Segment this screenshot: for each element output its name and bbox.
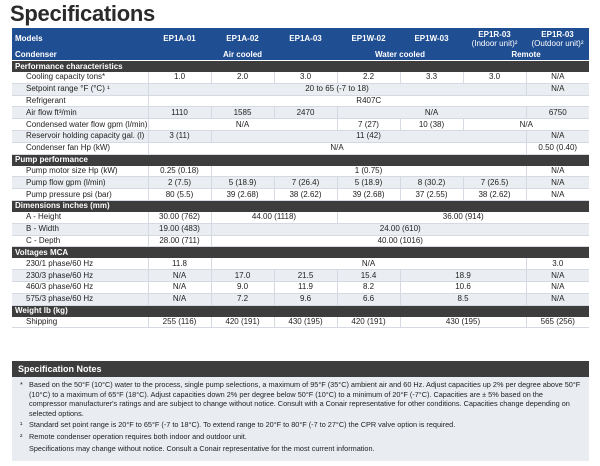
table-cell: 0.50 (0.40) xyxy=(526,142,589,154)
row-label: Shipping xyxy=(12,317,148,328)
table-cell: 0.25 (0.18) xyxy=(148,166,211,177)
table-cell: 430 (195) xyxy=(274,317,337,328)
table-cell: N/A xyxy=(526,177,589,189)
table-cell: 18.9 xyxy=(400,270,526,282)
table-cell: 7 (27) xyxy=(337,119,400,131)
table-cell: 8.5 xyxy=(400,293,526,305)
table-cell: 3.3 xyxy=(400,72,463,83)
row-label: Condenser fan Hp (kW) xyxy=(12,142,148,154)
table-cell: 30.00 (762) xyxy=(148,212,211,223)
table-cell: 3.0 xyxy=(526,258,589,269)
section-header xyxy=(12,247,589,259)
table-cell: 7.2 xyxy=(211,293,274,305)
row-label: C - Depth xyxy=(12,235,148,247)
table-cell: N/A xyxy=(148,119,337,131)
section-title: Dimensions inches (mm) xyxy=(12,200,589,212)
section-header xyxy=(12,61,589,73)
table-row xyxy=(12,317,589,328)
table-cell: 3.0 xyxy=(463,72,526,83)
table-cell: N/A xyxy=(148,281,211,293)
table-cell: N/A xyxy=(526,281,589,293)
table-cell: 2470 xyxy=(274,107,337,119)
table-row xyxy=(12,95,589,107)
notes-body xyxy=(12,377,589,453)
table-cell: 2.2 xyxy=(337,72,400,83)
table-cell: 19.00 (483) xyxy=(148,223,211,235)
table-row xyxy=(12,189,589,201)
table-row xyxy=(12,235,589,247)
table-cell: 38 (2.62) xyxy=(274,189,337,201)
table-cell: 10.6 xyxy=(400,281,526,293)
model-header: EP1W-03 xyxy=(400,28,463,49)
table-cell: N/A xyxy=(148,270,211,282)
table-cell: 5 (18.9) xyxy=(211,177,274,189)
table-cell: 11.9 xyxy=(274,281,337,293)
notes-title: Specification Notes xyxy=(12,361,589,377)
table-cell: 40.00 (1016) xyxy=(211,235,589,247)
condenser-remote: Remote xyxy=(463,49,589,61)
table-cell: 2.0 xyxy=(211,72,274,83)
table-cell: 28.00 (711) xyxy=(148,235,211,247)
row-label: 230/3 phase/60 Hz xyxy=(12,270,148,282)
table-row xyxy=(12,83,589,95)
table-cell: 24.00 (610) xyxy=(211,223,589,235)
table-cell: 21.5 xyxy=(274,270,337,282)
row-label: Air flow ft³/min xyxy=(12,107,148,119)
table-cell: 37 (2.55) xyxy=(400,189,463,201)
table-cell: 17.0 xyxy=(211,270,274,282)
table-row xyxy=(12,142,589,154)
row-label: Cooling capacity tons* xyxy=(12,72,148,83)
models-label: Models xyxy=(12,28,148,49)
table-cell: 44.00 (1118) xyxy=(211,212,337,223)
table-cell: 3 (11) xyxy=(148,130,211,142)
model-header: EP1R-03 (Outdoor unit)² xyxy=(526,28,589,49)
table-cell: 2 (7.5) xyxy=(148,177,211,189)
table-row xyxy=(12,107,589,119)
condenser-label: Condenser xyxy=(12,49,148,61)
row-label: Condensed water flow gpm (l/min) xyxy=(12,119,148,131)
row-label: Pump motor size Hp (kW) xyxy=(12,166,148,177)
note-text: Remote condenser operation requires both indoor and outdoor unit. xyxy=(29,431,247,441)
table-cell: 80 (5.5) xyxy=(148,189,211,201)
table-cell: 565 (256) xyxy=(526,317,589,328)
model-header: EP1A-03 xyxy=(274,28,337,49)
table-cell: N/A xyxy=(526,166,589,177)
table-cell: 20 to 65 (-7 to 18) xyxy=(148,83,526,95)
table-cell: 9.6 xyxy=(274,293,337,305)
note-item xyxy=(20,432,581,442)
table-row xyxy=(12,270,589,282)
note-marker: ² xyxy=(20,431,23,441)
note-text: Based on the 50°F (10°C) water to the process, single pump selections, a maximum of 95°F (35°C) ambient air and 60 Hz. Adjust capacities up 2% per degree above 50°F (10°C) to a maximum of 65°F (18°C). Adjust capacities down 2% per degree below 50°F (10°C) to a minimum of 20°F (-7°C). Capacities are ± 5% based on the compressor manufacturer's ratings and are subject to change without notice. Consult with a Conair representative for other conditions. Capacities change depending on selected options. xyxy=(29,380,581,418)
table-cell: N/A xyxy=(526,130,589,142)
table-cell: 39 (2.68) xyxy=(211,189,274,201)
table-cell: N/A xyxy=(526,189,589,201)
model-header: EP1A-02 xyxy=(211,28,274,49)
table-cell: 6.6 xyxy=(337,293,400,305)
row-label: A - Height xyxy=(12,212,148,223)
condenser-water-cooled: Water cooled xyxy=(337,49,463,61)
section-title: Pump performance xyxy=(12,154,589,166)
models-header-row xyxy=(12,28,589,49)
table-cell: 10 (38) xyxy=(400,119,463,131)
table-cell: 1585 xyxy=(211,107,274,119)
note-item xyxy=(20,444,581,454)
table-cell: N/A xyxy=(526,293,589,305)
table-cell: 8 (30.2) xyxy=(400,177,463,189)
table-row xyxy=(12,119,589,131)
table-cell: N/A xyxy=(463,119,589,131)
table-cell: 255 (116) xyxy=(148,317,211,328)
table-cell: 420 (191) xyxy=(337,317,400,328)
table-cell: 1.0 xyxy=(148,72,211,83)
table-row xyxy=(12,166,589,177)
model-header: EP1A-01 xyxy=(148,28,211,49)
table-cell: 5 (18.9) xyxy=(337,177,400,189)
specifications-table xyxy=(12,28,589,328)
table-cell: 3.0 xyxy=(274,72,337,83)
table-cell: N/A xyxy=(148,293,211,305)
table-row xyxy=(12,72,589,83)
table-cell: N/A xyxy=(526,72,589,83)
table-cell: 38 (2.62) xyxy=(463,189,526,201)
note-marker: ¹ xyxy=(20,420,23,430)
table-row xyxy=(12,212,589,223)
note-item xyxy=(20,420,581,430)
section-header xyxy=(12,305,589,317)
section-header xyxy=(12,200,589,212)
section-title: Weight lb (kg) xyxy=(12,305,589,317)
table-cell: 11.8 xyxy=(148,258,211,269)
specification-notes xyxy=(12,361,589,461)
table-cell: N/A xyxy=(526,270,589,282)
row-label: 230/1 phase/60 Hz xyxy=(12,258,148,269)
row-label: 460/3 phase/60 Hz xyxy=(12,281,148,293)
row-label: Pump flow gpm (l/min) xyxy=(12,177,148,189)
table-row xyxy=(12,130,589,142)
section-title: Performance characteristics xyxy=(12,61,589,73)
table-cell: N/A xyxy=(211,258,526,269)
row-label: Refrigerant xyxy=(12,95,148,107)
table-cell: N/A xyxy=(148,142,526,154)
table-cell: 11 (42) xyxy=(211,130,526,142)
note-item xyxy=(20,380,581,418)
table-cell: 430 (195) xyxy=(400,317,526,328)
condenser-row xyxy=(12,49,589,61)
table-cell: 7 (26.4) xyxy=(274,177,337,189)
page-title: Specifications xyxy=(10,1,155,26)
table-cell: 9.0 xyxy=(211,281,274,293)
table-cell: 1 (0.75) xyxy=(211,166,526,177)
table-cell: 39 (2.68) xyxy=(337,189,400,201)
row-label: Reservoir holding capacity gal. (l) xyxy=(12,130,148,142)
row-label: B - Width xyxy=(12,223,148,235)
table-cell: N/A xyxy=(526,83,589,95)
note-text: Standard set point range is 20°F to 65°F (-7 to 18°C). To extend range to 20°F to 80°F (-7 to 27°C) the CPR valve option is required. xyxy=(29,420,456,430)
table-row xyxy=(12,177,589,189)
row-label: 575/3 phase/60 Hz xyxy=(12,293,148,305)
section-title: Voltages MCA xyxy=(12,247,589,259)
condenser-air-cooled: Air cooled xyxy=(148,49,337,61)
model-header: EP1W-02 xyxy=(337,28,400,49)
table-cell: N/A xyxy=(337,107,526,119)
table-cell: 1110 xyxy=(148,107,211,119)
table-cell: 8.2 xyxy=(337,281,400,293)
note-marker: * xyxy=(20,380,23,389)
row-label: Pump pressure psi (bar) xyxy=(12,189,148,201)
note-text: Specifications may change without notice. Consult a Conair representative for the most current information. xyxy=(29,443,375,453)
table-cell: 420 (191) xyxy=(211,317,274,328)
table-row xyxy=(12,223,589,235)
table-cell: 36.00 (914) xyxy=(337,212,589,223)
table-cell: 6750 xyxy=(526,107,589,119)
model-header: EP1R-03 (Indoor unit)² xyxy=(463,28,526,49)
table-row xyxy=(12,281,589,293)
table-cell: 7 (26.5) xyxy=(463,177,526,189)
table-cell: R407C xyxy=(148,95,589,107)
row-label: Setpoint range °F (°C) ¹ xyxy=(12,83,148,95)
table-row xyxy=(12,293,589,305)
table-row xyxy=(12,258,589,269)
table-cell: 15.4 xyxy=(337,270,400,282)
section-header xyxy=(12,154,589,166)
